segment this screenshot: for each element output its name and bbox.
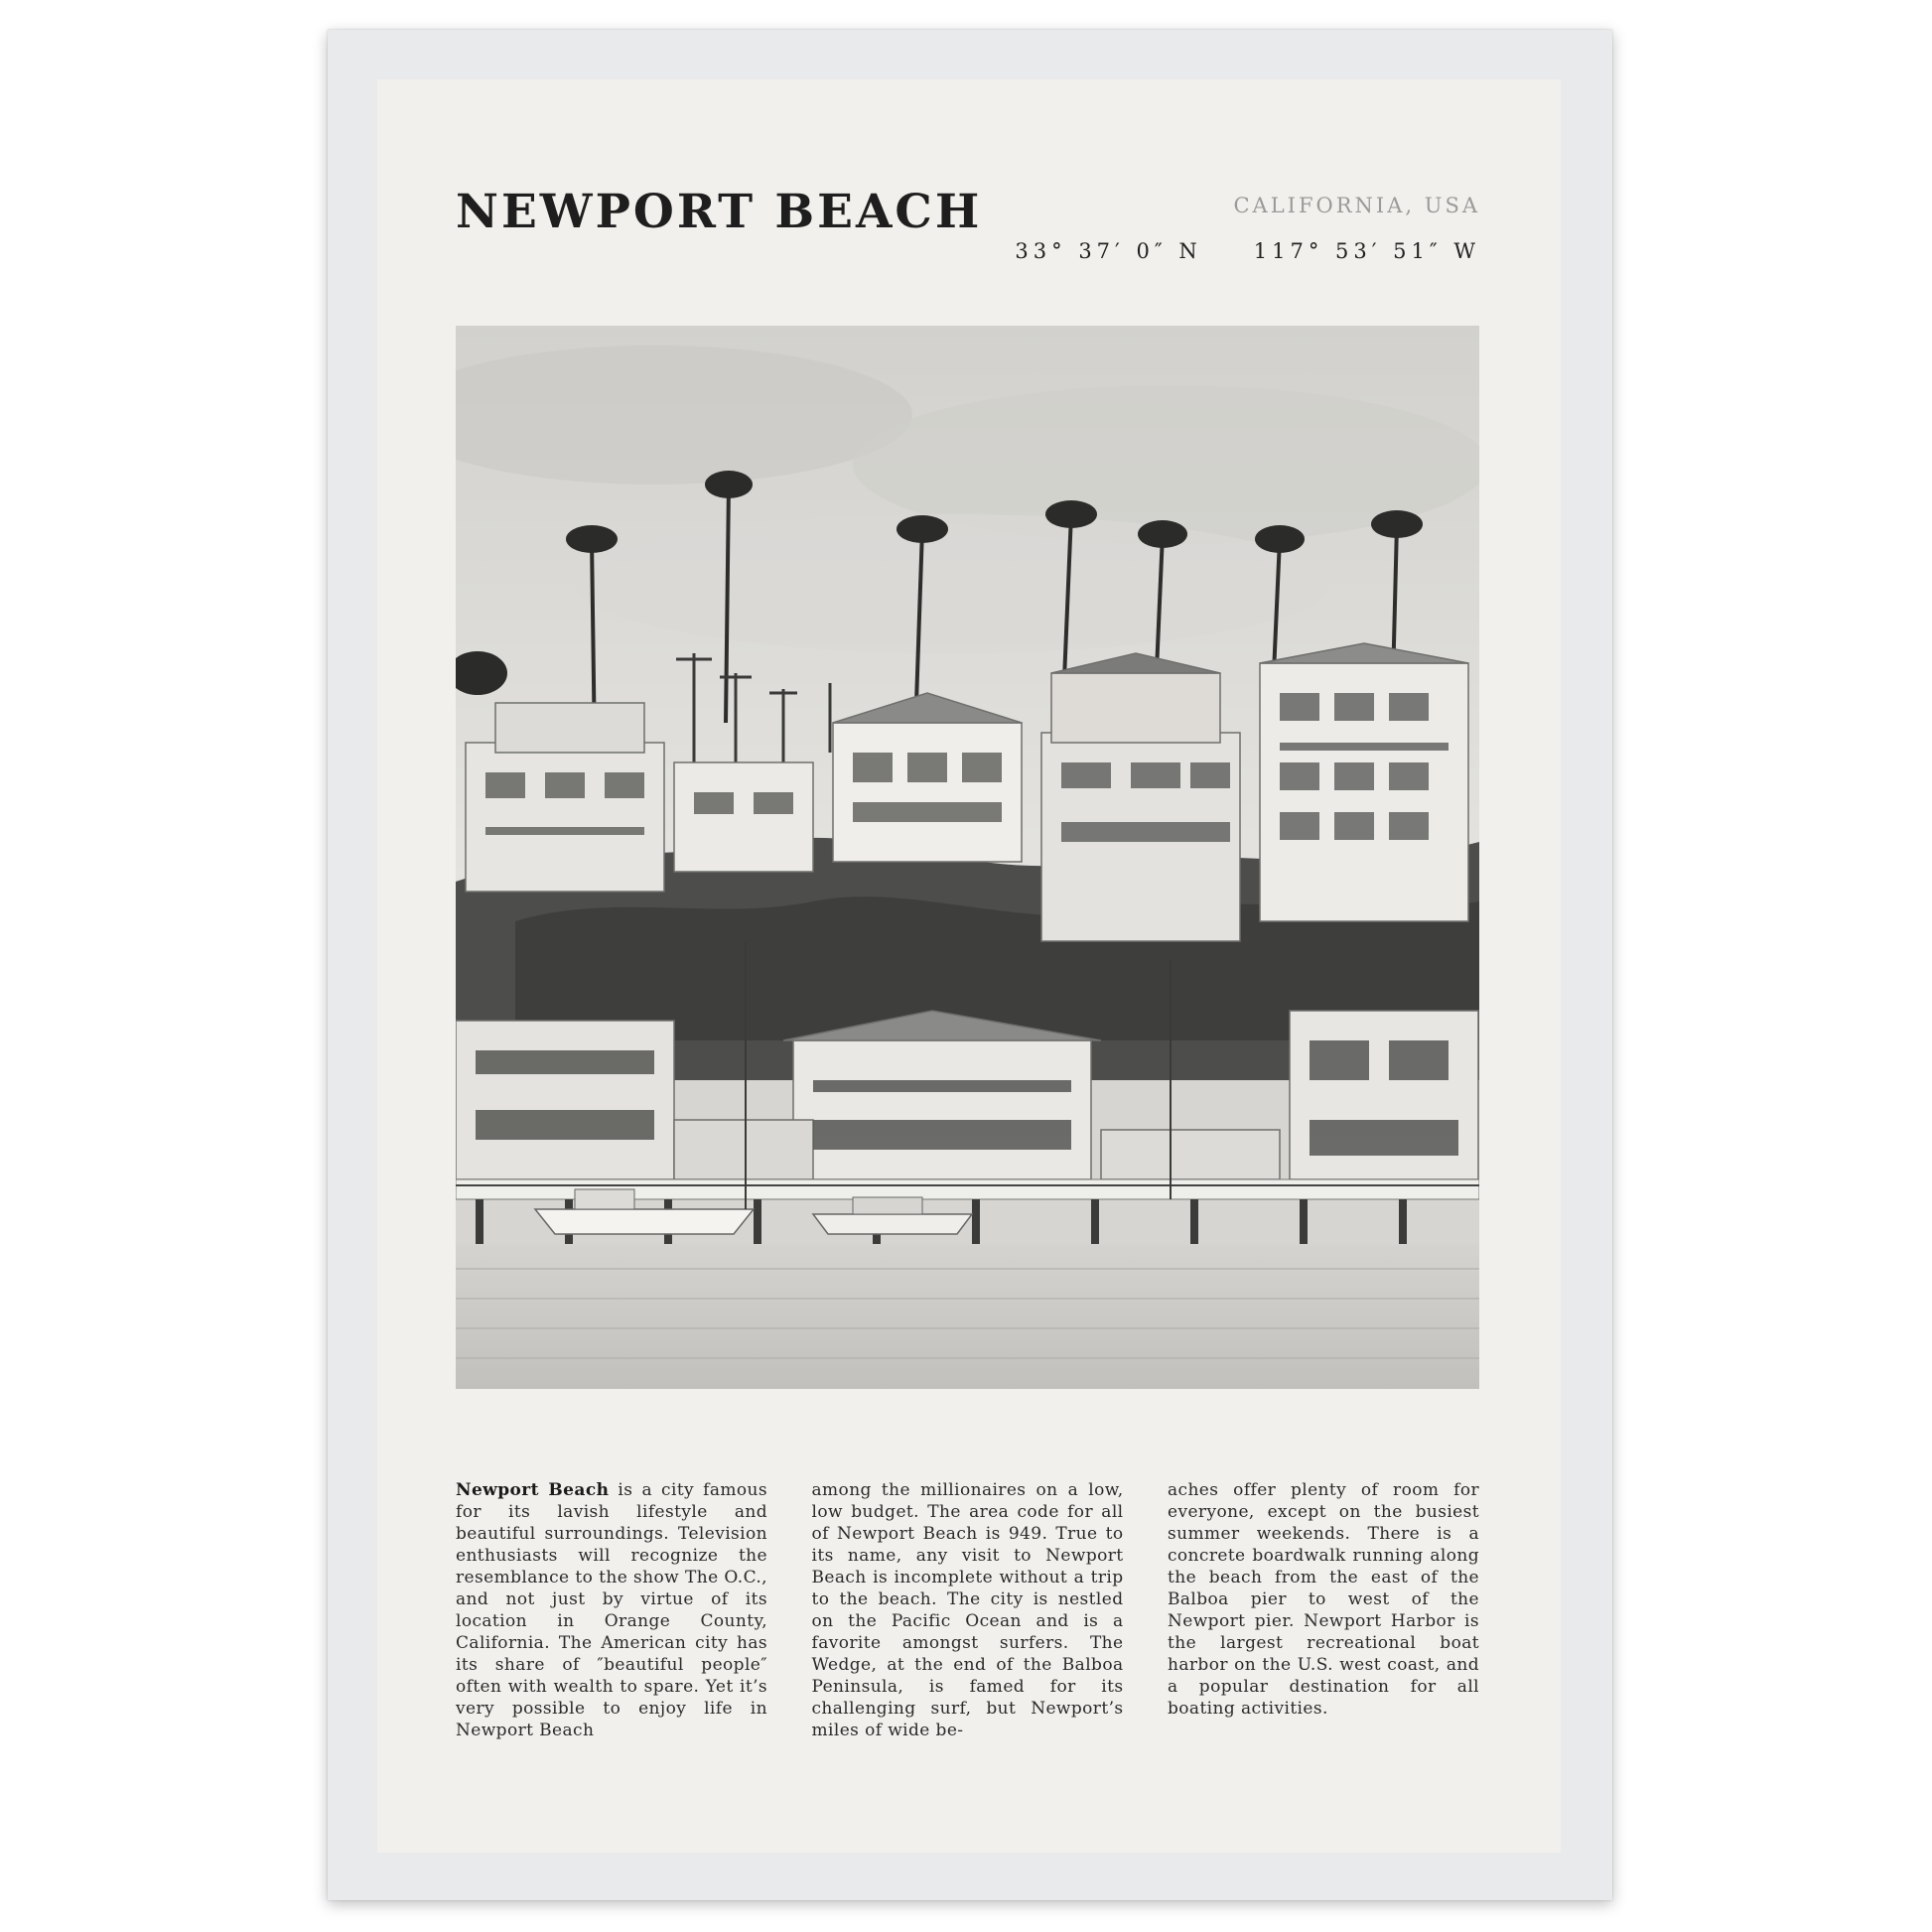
region-label: CALIFORNIA, USA [1233, 194, 1480, 217]
poster-title: NEWPORT BEACH [456, 185, 983, 239]
coordinates [1015, 241, 1480, 262]
description-lead: Newport Beach [456, 1480, 610, 1500]
description-column-1-text: is a city famous for its lavish lifestyle and beautiful surroundings. Television enthusiasts will recognize the resemblance to the show The O.C., and not just by virtue of its location in Orange County, California. The American city has its share of ″beautiful people″ often with wealth to spare. Yet it’s very possible to enjoy life in Newport Beach [456, 1480, 767, 1740]
harbor-photo-illustration [456, 326, 1479, 1389]
description-column-1 [456, 1479, 767, 1741]
harbor-photo [456, 326, 1479, 1389]
description-columns [456, 1479, 1479, 1741]
description-column-3: aches offer plenty of room for everyone, except on the busiest summer weekends. There is a concrete boardwalk running along the beach from the east of the Balboa pier to west of the Newport pier. Newport Harbor is the largest recreational boat harbor on the U.S. west coast, and a popular destination for all boating activities. [1168, 1480, 1479, 1719]
longitude: 117° 53′ 51″ W [1253, 239, 1480, 263]
latitude: 33° 37′ 0″ N [1015, 239, 1202, 263]
description-column-2: among the millionaires on a low, low budget. The area code for all of Newport Beach is 949. True to its name, any visit to Newport Beach is incomplete without a trip to the beach. The city is nestled on the Pacific Ocean and is a favorite amongst surfers. The Wedge, at the end of the Balboa Peninsula, is famed for its challenging surf, but Newport’s miles of wide be- [811, 1480, 1124, 1740]
